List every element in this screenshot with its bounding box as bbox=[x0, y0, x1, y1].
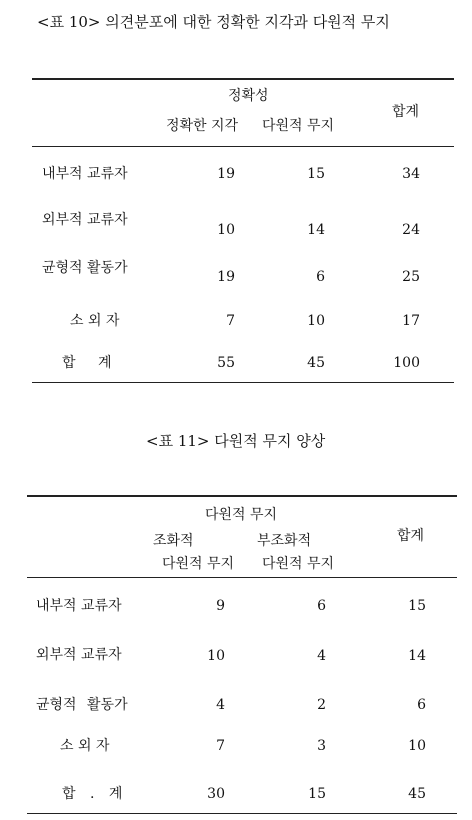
table-11-cell: 14 bbox=[408, 648, 426, 664]
table-10-cell: 45 bbox=[307, 355, 325, 371]
table-11-cell: 4 bbox=[317, 648, 326, 664]
table-10-cell: 19 bbox=[217, 269, 235, 285]
table-10-cell: 10 bbox=[307, 313, 325, 329]
table-10-cell: 24 bbox=[402, 222, 420, 238]
table-10-cell: 7 bbox=[226, 313, 235, 329]
table-11-cell: 2 bbox=[317, 697, 326, 713]
table-10-row-label: 외부적 교류자 bbox=[42, 212, 128, 228]
table-10-cell: 14 bbox=[307, 222, 325, 238]
table-11-cell: 15 bbox=[308, 786, 326, 802]
table-10-cell: 10 bbox=[217, 222, 235, 238]
table-10-row-label: 내부적 교류자 bbox=[42, 166, 128, 182]
table-11-col-harmonic: 조화적 bbox=[153, 533, 194, 549]
table-11-cell: 45 bbox=[408, 786, 426, 802]
table-11-cell: 4 bbox=[216, 697, 225, 713]
table-10-cell: 19 bbox=[217, 166, 235, 182]
table-10-row-label: 균형적 활동가 bbox=[42, 260, 128, 276]
table-10-cell: 34 bbox=[402, 166, 420, 182]
table-10-header-rule bbox=[32, 146, 454, 147]
table-11-col-disharmonic-sub: 다원적 무지 bbox=[262, 556, 335, 572]
table-11-title: <표 11> 다원적 무지 양상 bbox=[146, 432, 326, 450]
table-11-cell: 30 bbox=[207, 786, 225, 802]
table-11-cell: 6 bbox=[317, 598, 326, 614]
table-10-top-rule bbox=[32, 78, 454, 80]
table-11-group-header: 다원적 무지 bbox=[205, 507, 278, 523]
table-10-cell: 100 bbox=[393, 355, 420, 371]
table-10-row-label: 소 외 자 bbox=[70, 313, 120, 329]
table-10-cell: 6 bbox=[316, 269, 325, 285]
table-11-cell: 6 bbox=[417, 697, 426, 713]
table-11-row-label: 합 . 계 bbox=[62, 786, 123, 802]
table-11-bottom-rule bbox=[27, 813, 457, 814]
table-11-cell: 10 bbox=[207, 648, 225, 664]
table-11-top-rule bbox=[27, 495, 457, 497]
table-10-cell: 25 bbox=[402, 269, 420, 285]
table-11-cell: 10 bbox=[408, 738, 426, 754]
table-10-row-label: 합 계 bbox=[62, 355, 112, 371]
table-10-cell: 17 bbox=[402, 313, 420, 329]
table-10-bottom-rule bbox=[32, 382, 454, 383]
table-11-row-label: 소 외 자 bbox=[60, 738, 110, 754]
table-11-cell: 15 bbox=[408, 598, 426, 614]
table-11-total-header: 합계 bbox=[397, 528, 425, 544]
table-11-row-label: 내부적 교류자 bbox=[36, 598, 122, 614]
table-11-cell: 7 bbox=[216, 738, 225, 754]
table-11-header-rule bbox=[27, 577, 457, 578]
table-10-col-accurate: 정확한 지각 bbox=[166, 118, 239, 134]
table-10-group-header: 정확성 bbox=[228, 88, 269, 104]
table-11-row-label: 외부적 교류자 bbox=[36, 647, 122, 663]
table-11-cell: 3 bbox=[317, 738, 326, 754]
table-11-col-harmonic-sub: 다원적 무지 bbox=[162, 556, 235, 572]
table-11-col-disharmonic: 부조화적 bbox=[257, 533, 312, 549]
table-10-title: <표 10> 의견분포에 대한 정확한 지각과 다원적 무지 bbox=[37, 13, 390, 31]
table-10-cell: 15 bbox=[307, 166, 325, 182]
table-10-cell: 55 bbox=[217, 355, 235, 371]
table-10-col-pluralistic: 다원적 무지 bbox=[262, 118, 335, 134]
table-11-cell: 9 bbox=[216, 598, 225, 614]
table-10-total-header: 합계 bbox=[392, 104, 420, 120]
table-11-row-label: 균형적 활동가 bbox=[36, 697, 128, 713]
